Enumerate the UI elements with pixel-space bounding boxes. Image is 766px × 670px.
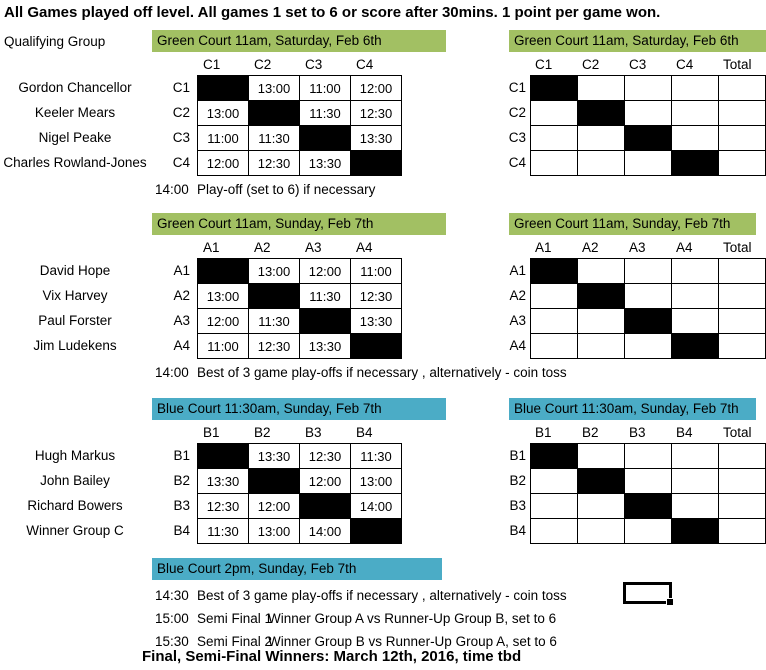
results-cell[interactable] bbox=[531, 469, 578, 494]
schedule-cell[interactable] bbox=[249, 101, 300, 126]
results-cell[interactable] bbox=[578, 284, 625, 309]
schedule-row-label: A4 bbox=[173, 338, 190, 353]
results-cell[interactable] bbox=[672, 284, 719, 309]
results-cell[interactable] bbox=[625, 101, 672, 126]
results-col-header: A3 bbox=[629, 240, 646, 255]
results-total-header: Total bbox=[723, 425, 752, 440]
results-row bbox=[531, 126, 766, 151]
results-row-label: C3 bbox=[508, 130, 526, 145]
results-cell[interactable] bbox=[625, 126, 672, 151]
schedule-row-label: C2 bbox=[172, 105, 190, 120]
schedule-row bbox=[198, 259, 402, 284]
results-cell[interactable] bbox=[578, 126, 625, 151]
results-row-label: C4 bbox=[508, 155, 526, 170]
schedule-cell[interactable] bbox=[198, 76, 249, 101]
results-cell[interactable] bbox=[531, 76, 578, 101]
schedule-row-label: C3 bbox=[172, 130, 190, 145]
player-name: Richard Bowers bbox=[27, 498, 123, 513]
results-cell[interactable] bbox=[719, 151, 766, 176]
results-cell[interactable] bbox=[578, 334, 625, 359]
schedule-col-header: A3 bbox=[305, 240, 322, 255]
schedule-cell[interactable]: 12:00 bbox=[300, 469, 351, 494]
schedule-cell[interactable]: 11:00 bbox=[351, 259, 402, 284]
results-cell[interactable] bbox=[672, 494, 719, 519]
semi-final-2-label: Semi Final 2 bbox=[197, 634, 273, 649]
schedule-cell[interactable] bbox=[300, 126, 351, 151]
results-col-header: C2 bbox=[582, 57, 600, 72]
results-row-label: C2 bbox=[508, 105, 526, 120]
results-cell[interactable] bbox=[625, 284, 672, 309]
schedule-row bbox=[198, 494, 402, 519]
schedule-cell[interactable] bbox=[249, 469, 300, 494]
results-cell[interactable] bbox=[578, 76, 625, 101]
schedule-row-label: A3 bbox=[173, 313, 190, 328]
schedule-cell[interactable]: 12:00 bbox=[198, 309, 249, 334]
player-name: Vix Harvey bbox=[42, 288, 108, 303]
schedule-cell[interactable]: 13:30 bbox=[351, 126, 402, 151]
schedule-grid bbox=[197, 443, 402, 544]
results-cell[interactable] bbox=[531, 444, 578, 469]
schedule-row-label: B1 bbox=[173, 448, 190, 463]
court-header-right: Green Court 11am, Sunday, Feb 7th bbox=[509, 213, 756, 235]
finals-court-header: Blue Court 2pm, Sunday, Feb 7th bbox=[152, 558, 442, 580]
results-col-header: A1 bbox=[535, 240, 552, 255]
results-cell[interactable] bbox=[531, 334, 578, 359]
group-playoff-time: 14:00 bbox=[155, 182, 189, 197]
results-cell[interactable] bbox=[531, 284, 578, 309]
results-cell[interactable] bbox=[672, 126, 719, 151]
player-name: Hugh Markus bbox=[34, 448, 116, 463]
results-row-label: A1 bbox=[509, 263, 526, 278]
results-cell[interactable] bbox=[531, 309, 578, 334]
schedule-col-header: B4 bbox=[356, 425, 373, 440]
results-cell[interactable] bbox=[719, 469, 766, 494]
schedule-cell[interactable] bbox=[300, 494, 351, 519]
schedule-cell[interactable]: 12:30 bbox=[300, 444, 351, 469]
player-name: John Bailey bbox=[40, 473, 110, 488]
schedule-cell[interactable]: 13:00 bbox=[198, 101, 249, 126]
schedule-cell[interactable]: 12:30 bbox=[249, 334, 300, 359]
schedule-row bbox=[198, 101, 402, 126]
schedule-row bbox=[198, 334, 402, 359]
court-header-left: Blue Court 11:30am, Sunday, Feb 7th bbox=[152, 398, 446, 420]
results-cell[interactable] bbox=[625, 469, 672, 494]
schedule-cell[interactable]: 11:00 bbox=[300, 76, 351, 101]
finals-playoff-line bbox=[155, 586, 567, 606]
results-cell[interactable] bbox=[719, 126, 766, 151]
court-header-left: Green Court 11am, Saturday, Feb 6th bbox=[152, 30, 446, 52]
playoff-time: 14:30 bbox=[155, 588, 189, 603]
schedule-cell[interactable]: 12:00 bbox=[351, 76, 402, 101]
results-col-header: B2 bbox=[582, 425, 599, 440]
results-total-header: Total bbox=[723, 240, 752, 255]
results-grid bbox=[530, 443, 766, 544]
schedule-row-label: B2 bbox=[173, 473, 190, 488]
schedule-cell[interactable]: 11:30 bbox=[249, 126, 300, 151]
results-row bbox=[531, 309, 766, 334]
results-col-header: C1 bbox=[535, 57, 553, 72]
results-col-header: A2 bbox=[582, 240, 599, 255]
schedule-cell[interactable] bbox=[198, 259, 249, 284]
results-cell[interactable] bbox=[578, 151, 625, 176]
schedule-cell[interactable]: 14:00 bbox=[351, 494, 402, 519]
group-playoff-note bbox=[155, 180, 375, 200]
schedule-grid bbox=[197, 258, 402, 359]
schedule-cell[interactable]: 11:30 bbox=[249, 309, 300, 334]
group-playoff-note bbox=[155, 363, 567, 383]
results-cell[interactable] bbox=[625, 494, 672, 519]
results-cell[interactable] bbox=[719, 284, 766, 309]
schedule-cell[interactable] bbox=[300, 309, 351, 334]
court-header-right: Blue Court 11:30am, Sunday, Feb 7th bbox=[509, 398, 756, 420]
results-cell[interactable] bbox=[719, 259, 766, 284]
results-cell[interactable] bbox=[625, 334, 672, 359]
player-name: Paul Forster bbox=[38, 313, 112, 328]
group-playoff-text: Best of 3 game play-offs if necessary , alternatively - coin toss bbox=[197, 365, 567, 380]
results-cell[interactable] bbox=[531, 126, 578, 151]
group-playoff-text: Play-off (set to 6) if necessary bbox=[197, 182, 376, 197]
results-col-header: B3 bbox=[629, 425, 646, 440]
results-cell[interactable] bbox=[672, 444, 719, 469]
results-row bbox=[531, 76, 766, 101]
results-cell[interactable] bbox=[578, 309, 625, 334]
schedule-cell[interactable]: 13:00 bbox=[198, 284, 249, 309]
results-row-label: A2 bbox=[509, 288, 526, 303]
results-cell[interactable] bbox=[531, 259, 578, 284]
schedule-cell[interactable]: 12:30 bbox=[249, 151, 300, 176]
schedule-cell[interactable]: 13:00 bbox=[249, 519, 300, 544]
schedule-row bbox=[198, 309, 402, 334]
results-row bbox=[531, 259, 766, 284]
results-grid bbox=[530, 75, 766, 176]
results-cell[interactable] bbox=[719, 444, 766, 469]
results-cell[interactable] bbox=[672, 469, 719, 494]
results-row-label: B4 bbox=[509, 523, 526, 538]
semi-final-2-detail: Winner Group B vs Runner-Up Group A, set to 6 bbox=[268, 634, 557, 649]
schedule-cell[interactable]: 13:30 bbox=[300, 334, 351, 359]
results-col-header: C3 bbox=[629, 57, 647, 72]
selected-cell-indicator[interactable] bbox=[623, 582, 672, 604]
results-cell[interactable] bbox=[672, 101, 719, 126]
schedule-cell[interactable]: 13:30 bbox=[249, 444, 300, 469]
group-playoff-time: 14:00 bbox=[155, 365, 189, 380]
playoff-text: Best of 3 game play-offs if necessary , alternatively - coin toss bbox=[197, 588, 567, 603]
semi-final-1-line bbox=[155, 609, 556, 629]
results-cell[interactable] bbox=[625, 519, 672, 544]
results-row bbox=[531, 284, 766, 309]
schedule-cell[interactable]: 12:00 bbox=[249, 494, 300, 519]
player-name: Nigel Peake bbox=[38, 130, 112, 145]
final-match-note: Final, Semi-Final Winners: March 12th, 2016, time tbd bbox=[142, 648, 522, 665]
results-row-label: B3 bbox=[509, 498, 526, 513]
schedule-row-label: C1 bbox=[172, 80, 190, 95]
schedule-row-label: A2 bbox=[173, 288, 190, 303]
page-title: All Games played off level. All games 1 set to 6 or score after 30mins. 1 point per game won. bbox=[4, 4, 661, 21]
results-cell[interactable] bbox=[625, 151, 672, 176]
results-cell[interactable] bbox=[719, 519, 766, 544]
schedule-col-header: A4 bbox=[356, 240, 373, 255]
schedule-col-header: C2 bbox=[254, 57, 272, 72]
results-row-label: B2 bbox=[509, 473, 526, 488]
schedule-row bbox=[198, 519, 402, 544]
fill-handle-icon[interactable] bbox=[666, 598, 674, 606]
court-header-right: Green Court 11am, Saturday, Feb 6th bbox=[509, 30, 766, 52]
results-row bbox=[531, 494, 766, 519]
schedule-cell[interactable]: 13:00 bbox=[249, 259, 300, 284]
schedule-row bbox=[198, 284, 402, 309]
results-row bbox=[531, 469, 766, 494]
results-row bbox=[531, 519, 766, 544]
results-cell[interactable] bbox=[719, 309, 766, 334]
results-cell[interactable] bbox=[625, 309, 672, 334]
player-name: David Hope bbox=[39, 263, 111, 278]
schedule-cell[interactable]: 11:30 bbox=[198, 519, 249, 544]
results-cell[interactable] bbox=[625, 444, 672, 469]
semi-final-1-time: 15:00 bbox=[155, 611, 189, 626]
results-cell[interactable] bbox=[578, 494, 625, 519]
results-cell[interactable] bbox=[531, 494, 578, 519]
results-cell[interactable] bbox=[672, 519, 719, 544]
results-col-header: C4 bbox=[676, 57, 694, 72]
schedule-row bbox=[198, 126, 402, 151]
results-row-label: C1 bbox=[508, 80, 526, 95]
results-cell[interactable] bbox=[719, 494, 766, 519]
schedule-cell[interactable]: 13:30 bbox=[351, 309, 402, 334]
schedule-row-label: B3 bbox=[173, 498, 190, 513]
schedule-cell[interactable]: 11:30 bbox=[300, 101, 351, 126]
schedule-cell[interactable]: 12:30 bbox=[351, 284, 402, 309]
schedule-cell[interactable]: 13:00 bbox=[351, 469, 402, 494]
schedule-row bbox=[198, 151, 402, 176]
results-row bbox=[531, 151, 766, 176]
schedule-cell[interactable] bbox=[351, 151, 402, 176]
schedule-cell[interactable] bbox=[198, 444, 249, 469]
results-cell[interactable] bbox=[578, 469, 625, 494]
schedule-cell[interactable]: 12:30 bbox=[351, 101, 402, 126]
results-total-header: Total bbox=[723, 57, 752, 72]
results-cell[interactable] bbox=[719, 76, 766, 101]
player-name: Jim Ludekens bbox=[33, 338, 117, 353]
player-name: Keeler Mears bbox=[34, 105, 116, 120]
schedule-cell[interactable]: 12:00 bbox=[300, 259, 351, 284]
schedule-cell[interactable]: 13:00 bbox=[249, 76, 300, 101]
results-cell[interactable] bbox=[625, 259, 672, 284]
schedule-cell[interactable] bbox=[249, 284, 300, 309]
schedule-row-label: B4 bbox=[173, 523, 190, 538]
group-c-section bbox=[0, 30, 766, 235]
results-col-header: B4 bbox=[676, 425, 693, 440]
schedule-col-header: B1 bbox=[203, 425, 220, 440]
schedule-cell[interactable]: 11:30 bbox=[351, 444, 402, 469]
schedule-row bbox=[198, 444, 402, 469]
schedule-cell[interactable]: 13:30 bbox=[300, 151, 351, 176]
results-cell[interactable] bbox=[719, 101, 766, 126]
semi-final-1-label: Semi Final 1 bbox=[197, 611, 273, 626]
schedule-row-label: A1 bbox=[173, 263, 190, 278]
results-cell[interactable] bbox=[531, 101, 578, 126]
court-header-left: Green Court 11am, Sunday, Feb 7th bbox=[152, 213, 446, 235]
results-cell[interactable] bbox=[672, 309, 719, 334]
schedule-row bbox=[198, 469, 402, 494]
schedule-cell[interactable]: 13:30 bbox=[198, 469, 249, 494]
schedule-row-label: C4 bbox=[172, 155, 190, 170]
schedule-col-header: C3 bbox=[305, 57, 323, 72]
schedule-cell[interactable]: 12:30 bbox=[198, 494, 249, 519]
schedule-cell[interactable]: 11:00 bbox=[198, 126, 249, 151]
schedule-cell[interactable]: 11:30 bbox=[300, 284, 351, 309]
schedule-col-header: C1 bbox=[203, 57, 221, 72]
results-cell[interactable] bbox=[625, 76, 672, 101]
results-cell[interactable] bbox=[578, 259, 625, 284]
schedule-col-header: C4 bbox=[356, 57, 374, 72]
player-name: Winner Group C bbox=[26, 523, 124, 538]
results-col-header: B1 bbox=[535, 425, 552, 440]
schedule-cell[interactable] bbox=[351, 519, 402, 544]
results-cell[interactable] bbox=[719, 334, 766, 359]
group-a-section bbox=[0, 213, 766, 418]
player-name: Gordon Chancellor bbox=[18, 80, 132, 95]
results-cell[interactable] bbox=[672, 151, 719, 176]
results-cell[interactable] bbox=[531, 151, 578, 176]
results-col-header: A4 bbox=[676, 240, 693, 255]
results-row bbox=[531, 334, 766, 359]
results-row bbox=[531, 444, 766, 469]
results-row-label: B1 bbox=[509, 448, 526, 463]
results-cell[interactable] bbox=[672, 76, 719, 101]
results-cell[interactable] bbox=[578, 444, 625, 469]
results-row-label: A3 bbox=[509, 313, 526, 328]
schedule-cell[interactable]: 14:00 bbox=[300, 519, 351, 544]
schedule-cell[interactable]: 11:00 bbox=[198, 334, 249, 359]
results-cell[interactable] bbox=[578, 519, 625, 544]
schedule-cell[interactable] bbox=[351, 334, 402, 359]
schedule-col-header: A2 bbox=[254, 240, 271, 255]
results-grid bbox=[530, 258, 766, 359]
schedule-col-header: B2 bbox=[254, 425, 271, 440]
results-cell[interactable] bbox=[531, 519, 578, 544]
schedule-cell[interactable]: 12:00 bbox=[198, 151, 249, 176]
semi-final-1-detail: Winner Group A vs Runner-Up Group B, set to 6 bbox=[268, 611, 557, 626]
schedule-col-header: A1 bbox=[203, 240, 220, 255]
results-cell[interactable] bbox=[578, 101, 625, 126]
player-name: Charles Rowland-Jones bbox=[3, 155, 147, 170]
schedule-col-header: B3 bbox=[305, 425, 322, 440]
results-cell[interactable] bbox=[672, 259, 719, 284]
results-cell[interactable] bbox=[672, 334, 719, 359]
semi-final-2-time: 15:30 bbox=[155, 634, 189, 649]
schedule-grid bbox=[197, 75, 402, 176]
results-row bbox=[531, 101, 766, 126]
qualifying-group-label: Qualifying Group bbox=[4, 34, 106, 49]
schedule-row bbox=[198, 76, 402, 101]
results-row-label: A4 bbox=[509, 338, 526, 353]
